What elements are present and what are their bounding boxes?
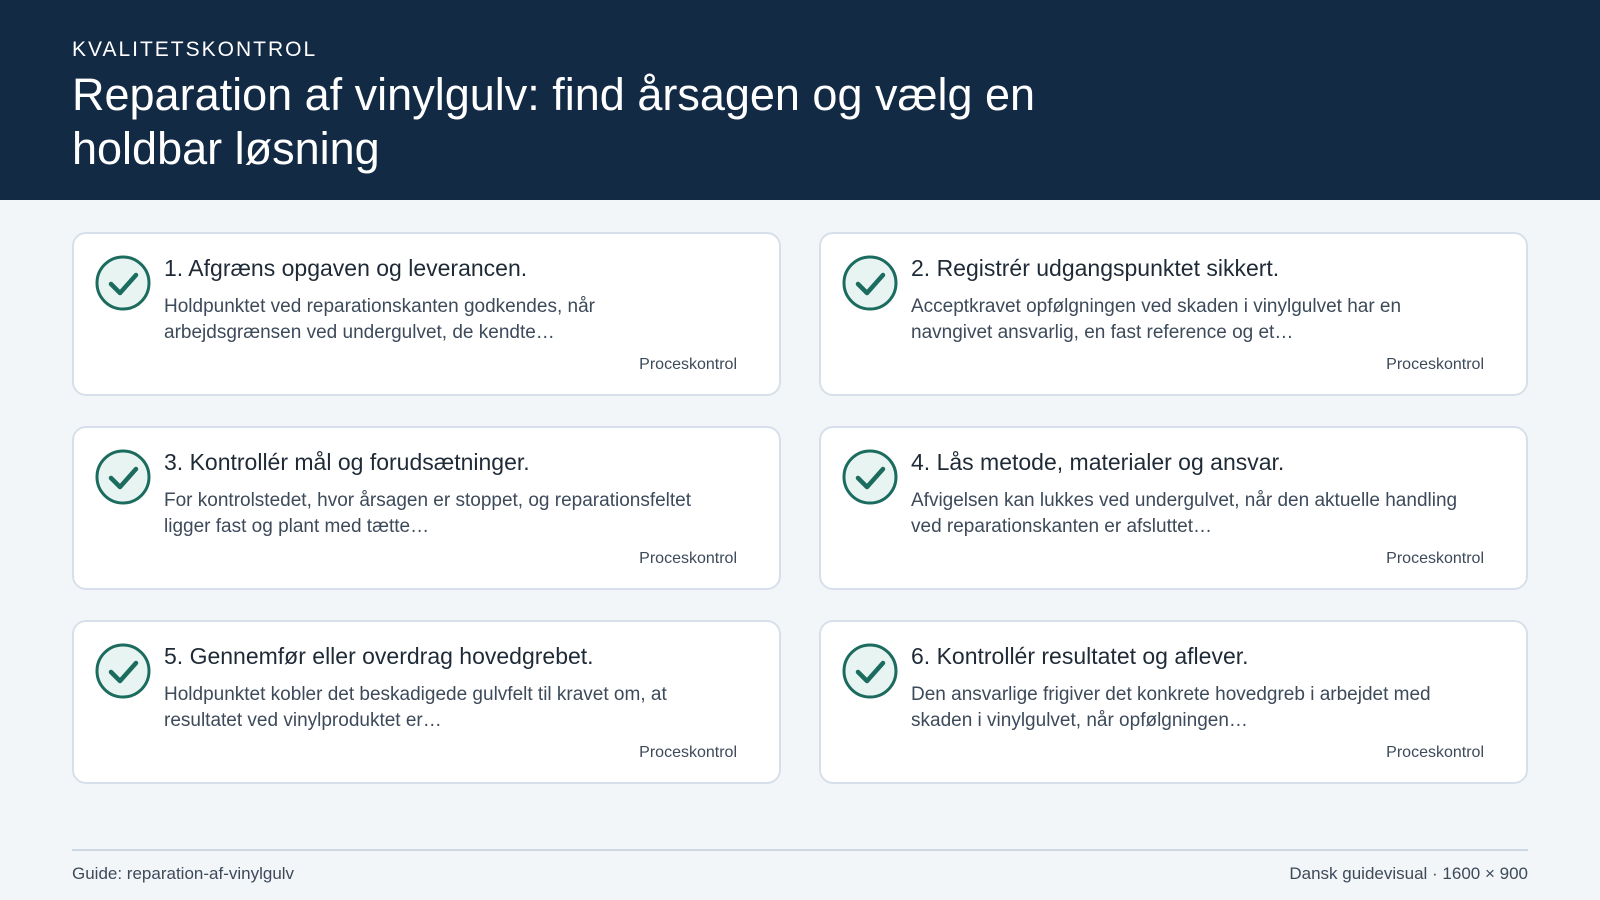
- card-tag: Proceskontrol: [1386, 550, 1484, 567]
- checklist-card-5: [72, 620, 781, 784]
- checklist-card-3: [72, 426, 781, 590]
- checklist-card-4: [819, 426, 1528, 590]
- check-circle-icon: [94, 448, 152, 506]
- card-body: Den ansvarlige frigiver det konkrete hovedgreb i arbejdet med skaden i vinylgulvet, når opfølgningen…: [911, 684, 1431, 731]
- card-title: 3. Kontrollér mål og forudsætninger.: [164, 449, 530, 475]
- check-circle-icon: [94, 642, 152, 700]
- footer-divider: [72, 849, 1528, 851]
- card-tag: Proceskontrol: [639, 744, 737, 761]
- check-circle-icon: [841, 448, 899, 506]
- eyebrow-label: KVALITETSKONTROL: [72, 38, 318, 61]
- card-tag: Proceskontrol: [639, 550, 737, 567]
- card-tag: Proceskontrol: [639, 356, 737, 373]
- card-title: 6. Kontrollér resultatet og aflever.: [911, 643, 1249, 669]
- check-circle-icon: [94, 254, 152, 312]
- card-title: 2. Registrér udgangspunktet sikkert.: [911, 255, 1280, 281]
- checklist-grid: [72, 232, 1528, 787]
- header-banner: [0, 0, 1600, 200]
- card-title: 4. Lås metode, materialer og ansvar.: [911, 449, 1285, 475]
- page-title: Reparation af vinylgulv: find årsagen og vælg en holdbar løsning: [72, 69, 1036, 174]
- checklist-card-6: [819, 620, 1528, 784]
- checklist-card-1: [72, 232, 781, 396]
- card-title: 1. Afgræns opgaven og leverancen.: [164, 255, 528, 281]
- card-tag: Proceskontrol: [1386, 744, 1484, 761]
- card-body: Holdpunktet kobler det beskadigede gulvfelt til kravet om, at resultatet ved vinylproduktet er…: [164, 684, 667, 731]
- card-title: 5. Gennemfør eller overdrag hovedgrebet.: [164, 643, 594, 669]
- check-circle-icon: [841, 642, 899, 700]
- card-body: Acceptkravet opfølgningen ved skaden i vinylgulvet har en navngivet ansvarlig, en fast reference og et…: [911, 296, 1402, 343]
- card-tag: Proceskontrol: [1386, 356, 1484, 373]
- check-circle-icon: [841, 254, 899, 312]
- checklist-card-2: [819, 232, 1528, 396]
- footer-credit-label: Dansk guidevisual · 1600 × 900: [1289, 864, 1528, 883]
- card-body: Afvigelsen kan lukkes ved undergulvet, når den aktuelle handling ved reparationskanten er afsluttet…: [911, 490, 1458, 537]
- card-body: For kontrolstedet, hvor årsagen er stoppet, og reparationsfeltet ligger fast og plant med tætte…: [164, 490, 692, 537]
- footer-guide-label: Guide: reparation-af-vinylgulv: [72, 864, 295, 883]
- card-body: Holdpunktet ved reparationskanten godkendes, når arbejdsgrænsen ved undergulvet, de kendte…: [164, 296, 595, 343]
